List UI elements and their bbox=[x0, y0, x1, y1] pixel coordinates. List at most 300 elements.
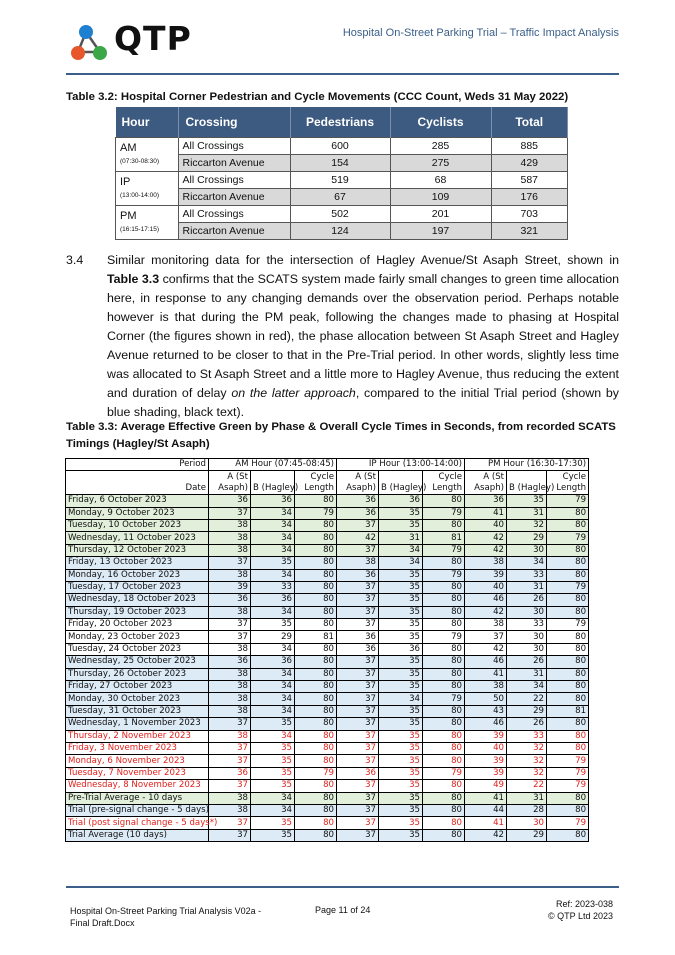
value-cell: 41 bbox=[465, 817, 507, 829]
value-cell: 34 bbox=[251, 532, 295, 544]
value-cell: 35 bbox=[379, 656, 423, 668]
table-row bbox=[66, 693, 589, 705]
date-cell: Friday, 27 October 2023 bbox=[66, 681, 209, 693]
table-row bbox=[66, 705, 589, 717]
value-cell: 36 bbox=[209, 656, 251, 668]
hour-cell bbox=[116, 172, 179, 206]
table-row bbox=[66, 594, 589, 606]
subheader-cycle: Cycle bbox=[547, 471, 589, 483]
value-cell: 80 bbox=[547, 519, 589, 531]
footer-copyright: © QTP Ltd 2023 bbox=[547, 911, 613, 921]
value-cell: 35 bbox=[379, 767, 423, 779]
value-cell: 80 bbox=[295, 594, 337, 606]
value-cell: 80 bbox=[547, 829, 589, 841]
table-row bbox=[116, 189, 568, 206]
value-cell: 35 bbox=[251, 557, 295, 569]
value-cell: 36 bbox=[209, 495, 251, 507]
document-title: Hospital On-Street Parking Trial – Traffic Impact Analysis bbox=[342, 27, 619, 39]
value-cell: 80 bbox=[295, 804, 337, 816]
pedestrians-cell: 502 bbox=[290, 206, 390, 223]
value-cell: 80 bbox=[295, 656, 337, 668]
value-cell: 38 bbox=[209, 792, 251, 804]
value-cell: 35 bbox=[251, 817, 295, 829]
table-row bbox=[66, 643, 589, 655]
subheader-cycle: Cycle bbox=[423, 471, 465, 483]
total-cell: 703 bbox=[491, 206, 568, 223]
value-cell: 34 bbox=[251, 544, 295, 556]
value-cell: 37 bbox=[337, 656, 379, 668]
table-header-row bbox=[116, 107, 568, 138]
value-cell: 80 bbox=[547, 668, 589, 680]
value-cell: 79 bbox=[547, 495, 589, 507]
value-cell: 38 bbox=[209, 705, 251, 717]
value-cell: 80 bbox=[423, 742, 465, 754]
value-cell: 35 bbox=[251, 829, 295, 841]
value-cell: 79 bbox=[423, 693, 465, 705]
value-cell: 37 bbox=[337, 817, 379, 829]
date-cell: Wednesday, 8 November 2023 bbox=[66, 780, 209, 792]
paragraph-number: 3.4 bbox=[66, 253, 84, 267]
subheader-b bbox=[379, 471, 423, 483]
value-cell: 50 bbox=[465, 693, 507, 705]
subheader-row bbox=[66, 471, 589, 483]
col-header-crossing: Crossing bbox=[178, 107, 290, 138]
value-cell: 33 bbox=[251, 581, 295, 593]
value-cell: 31 bbox=[507, 581, 547, 593]
value-cell: 37 bbox=[337, 718, 379, 730]
total-cell: 321 bbox=[491, 223, 568, 240]
value-cell: 32 bbox=[507, 755, 547, 767]
subheader-cycle: Cycle bbox=[295, 471, 337, 483]
period-ip: IP Hour (13:00-14:00) bbox=[337, 459, 465, 471]
value-cell: 36 bbox=[251, 594, 295, 606]
value-cell: 80 bbox=[295, 705, 337, 717]
value-cell: 33 bbox=[507, 730, 547, 742]
date-cell: Friday, 6 October 2023 bbox=[66, 495, 209, 507]
value-cell: 80 bbox=[295, 532, 337, 544]
value-cell: 37 bbox=[337, 792, 379, 804]
value-cell: 80 bbox=[547, 656, 589, 668]
value-cell: 36 bbox=[251, 656, 295, 668]
value-cell: 26 bbox=[507, 594, 547, 606]
value-cell: 35 bbox=[379, 730, 423, 742]
value-cell: 26 bbox=[507, 718, 547, 730]
value-cell: 80 bbox=[423, 718, 465, 730]
total-cell: 429 bbox=[491, 155, 568, 172]
value-cell: 31 bbox=[507, 507, 547, 519]
value-cell: 36 bbox=[337, 767, 379, 779]
value-cell: 36 bbox=[209, 767, 251, 779]
date-cell: Trial Average (10 days) bbox=[66, 829, 209, 841]
table-row bbox=[66, 742, 589, 754]
date-cell: Tuesday, 7 November 2023 bbox=[66, 767, 209, 779]
value-cell: 35 bbox=[251, 718, 295, 730]
value-cell: 35 bbox=[251, 619, 295, 631]
value-cell: 37 bbox=[337, 730, 379, 742]
value-cell: 29 bbox=[507, 705, 547, 717]
qtp-logo bbox=[70, 19, 210, 64]
value-cell: 35 bbox=[379, 606, 423, 618]
value-cell: 79 bbox=[423, 569, 465, 581]
value-cell: 39 bbox=[465, 730, 507, 742]
value-cell: 37 bbox=[337, 594, 379, 606]
value-cell: 35 bbox=[379, 829, 423, 841]
para-text-3: , compared to the initial Trial period (shown by blue shading, black text). bbox=[107, 386, 619, 419]
value-cell: 41 bbox=[465, 668, 507, 680]
value-cell: 30 bbox=[507, 606, 547, 618]
value-cell: 80 bbox=[423, 792, 465, 804]
value-cell: 39 bbox=[465, 569, 507, 581]
value-cell: 34 bbox=[251, 681, 295, 693]
value-cell: 37 bbox=[337, 581, 379, 593]
value-cell: 35 bbox=[251, 780, 295, 792]
value-cell: 80 bbox=[295, 730, 337, 742]
value-cell: 79 bbox=[295, 767, 337, 779]
subheader-a: Asaph) bbox=[209, 483, 251, 495]
table-row bbox=[116, 206, 568, 223]
value-cell: 79 bbox=[547, 532, 589, 544]
value-cell: 38 bbox=[209, 544, 251, 556]
value-cell: 80 bbox=[423, 681, 465, 693]
subheader-cycle: Length bbox=[547, 483, 589, 495]
date-cell: Tuesday, 10 October 2023 bbox=[66, 519, 209, 531]
subheader-b: B (Hagley) bbox=[507, 483, 547, 495]
table-3-3-body bbox=[66, 495, 589, 842]
value-cell: 37 bbox=[337, 519, 379, 531]
value-cell: 33 bbox=[507, 619, 547, 631]
value-cell: 38 bbox=[209, 693, 251, 705]
value-cell: 35 bbox=[379, 817, 423, 829]
value-cell: 34 bbox=[251, 705, 295, 717]
crossing-cell: Riccarton Avenue bbox=[178, 189, 290, 206]
value-cell: 36 bbox=[337, 507, 379, 519]
value-cell: 38 bbox=[465, 681, 507, 693]
value-cell: 79 bbox=[423, 544, 465, 556]
value-cell: 35 bbox=[251, 767, 295, 779]
value-cell: 37 bbox=[337, 755, 379, 767]
date-cell: Monday, 16 October 2023 bbox=[66, 569, 209, 581]
header-divider bbox=[66, 73, 619, 75]
value-cell: 37 bbox=[337, 742, 379, 754]
value-cell: 32 bbox=[507, 742, 547, 754]
page-header bbox=[0, 0, 675, 78]
date-cell: Friday, 20 October 2023 bbox=[66, 619, 209, 631]
table-row bbox=[66, 619, 589, 631]
value-cell: 30 bbox=[507, 643, 547, 655]
value-cell: 80 bbox=[547, 742, 589, 754]
cyclists-cell: 197 bbox=[390, 223, 491, 240]
value-cell: 35 bbox=[379, 581, 423, 593]
date-cell: Pre-Trial Average - 10 days bbox=[66, 792, 209, 804]
value-cell: 33 bbox=[507, 569, 547, 581]
value-cell: 29 bbox=[251, 631, 295, 643]
value-cell: 36 bbox=[251, 495, 295, 507]
date-label: Date bbox=[66, 483, 209, 495]
value-cell: 80 bbox=[295, 668, 337, 680]
table-row bbox=[116, 155, 568, 172]
date-cell: Tuesday, 31 October 2023 bbox=[66, 705, 209, 717]
value-cell: 26 bbox=[507, 656, 547, 668]
subheader-b bbox=[251, 471, 295, 483]
date-cell: Wednesday, 1 November 2023 bbox=[66, 718, 209, 730]
table-row bbox=[66, 569, 589, 581]
table-3-2-caption: Table 3.2: Hospital Corner Pedestrian and Cycle Movements (CCC Count, Weds 31 May 2022) bbox=[66, 91, 569, 103]
value-cell: 80 bbox=[423, 817, 465, 829]
subheader-b: B (Hagley) bbox=[379, 483, 423, 495]
period-label: Period bbox=[66, 459, 209, 471]
value-cell: 39 bbox=[209, 581, 251, 593]
cyclists-cell: 285 bbox=[390, 138, 491, 155]
value-cell: 37 bbox=[337, 829, 379, 841]
value-cell: 42 bbox=[465, 532, 507, 544]
value-cell: 80 bbox=[423, 755, 465, 767]
value-cell: 80 bbox=[423, 730, 465, 742]
value-cell: 31 bbox=[379, 532, 423, 544]
value-cell: 34 bbox=[507, 681, 547, 693]
value-cell: 37 bbox=[209, 829, 251, 841]
value-cell: 37 bbox=[209, 718, 251, 730]
subheader-a: A (St bbox=[465, 471, 507, 483]
value-cell: 34 bbox=[251, 569, 295, 581]
value-cell: 37 bbox=[209, 742, 251, 754]
value-cell: 37 bbox=[209, 817, 251, 829]
value-cell: 34 bbox=[507, 557, 547, 569]
table-row bbox=[116, 223, 568, 240]
value-cell: 35 bbox=[379, 594, 423, 606]
value-cell: 30 bbox=[507, 544, 547, 556]
date-cell: Thursday, 26 October 2023 bbox=[66, 668, 209, 680]
value-cell: 80 bbox=[295, 619, 337, 631]
value-cell: 35 bbox=[251, 742, 295, 754]
value-cell: 79 bbox=[295, 507, 337, 519]
para-emphasis: on the latter approach bbox=[231, 386, 356, 400]
value-cell: 40 bbox=[465, 581, 507, 593]
value-cell: 35 bbox=[379, 792, 423, 804]
subheader-a: Asaph) bbox=[337, 483, 379, 495]
value-cell: 80 bbox=[547, 606, 589, 618]
value-cell: 37 bbox=[465, 631, 507, 643]
value-cell: 80 bbox=[423, 619, 465, 631]
hour-label: IP bbox=[120, 175, 131, 188]
date-cell: Tuesday, 17 October 2023 bbox=[66, 581, 209, 593]
value-cell: 80 bbox=[295, 544, 337, 556]
table-reference: Table 3.3 bbox=[107, 272, 160, 286]
value-cell: 35 bbox=[379, 718, 423, 730]
value-cell: 35 bbox=[379, 619, 423, 631]
value-cell: 80 bbox=[547, 544, 589, 556]
table-row bbox=[66, 668, 589, 680]
value-cell: 80 bbox=[423, 594, 465, 606]
footer-filename-line2: Final Draft.Docx bbox=[70, 918, 135, 928]
crossing-cell: Riccarton Avenue bbox=[178, 223, 290, 240]
value-cell: 36 bbox=[337, 569, 379, 581]
subheader-cycle: Length bbox=[423, 483, 465, 495]
value-cell: 79 bbox=[547, 581, 589, 593]
value-cell: 80 bbox=[295, 780, 337, 792]
paragraph-text bbox=[107, 251, 619, 422]
value-cell: 80 bbox=[547, 594, 589, 606]
value-cell: 41 bbox=[465, 792, 507, 804]
value-cell: 80 bbox=[423, 557, 465, 569]
date-cell: Monday, 9 October 2023 bbox=[66, 507, 209, 519]
value-cell: 80 bbox=[423, 495, 465, 507]
crossing-cell: All Crossings bbox=[178, 138, 290, 155]
value-cell: 34 bbox=[379, 557, 423, 569]
value-cell: 80 bbox=[423, 643, 465, 655]
value-cell: 42 bbox=[465, 643, 507, 655]
value-cell: 35 bbox=[379, 668, 423, 680]
table-3-3 bbox=[65, 458, 589, 842]
value-cell: 46 bbox=[465, 594, 507, 606]
value-cell: 46 bbox=[465, 656, 507, 668]
value-cell: 80 bbox=[547, 804, 589, 816]
value-cell: 40 bbox=[465, 519, 507, 531]
value-cell: 37 bbox=[209, 755, 251, 767]
value-cell: 34 bbox=[251, 519, 295, 531]
value-cell: 34 bbox=[379, 544, 423, 556]
table-row bbox=[66, 829, 589, 841]
value-cell: 34 bbox=[251, 668, 295, 680]
value-cell: 42 bbox=[465, 544, 507, 556]
value-cell: 34 bbox=[251, 643, 295, 655]
crossing-cell: All Crossings bbox=[178, 172, 290, 189]
value-cell: 34 bbox=[251, 606, 295, 618]
value-cell: 80 bbox=[295, 718, 337, 730]
para-text-1: Similar monitoring data for the intersection of Hagley Avenue/St Asaph Street, shown in bbox=[107, 253, 619, 267]
table-row bbox=[66, 581, 589, 593]
value-cell: 80 bbox=[547, 631, 589, 643]
value-cell: 42 bbox=[465, 829, 507, 841]
hour-label: AM bbox=[120, 141, 137, 154]
value-cell: 38 bbox=[209, 681, 251, 693]
date-cell: Wednesday, 11 October 2023 bbox=[66, 532, 209, 544]
hour-time: (16:15-17:15) bbox=[120, 225, 160, 233]
value-cell: 38 bbox=[465, 619, 507, 631]
value-cell: 22 bbox=[507, 780, 547, 792]
value-cell: 79 bbox=[423, 631, 465, 643]
total-cell: 176 bbox=[491, 189, 568, 206]
value-cell: 30 bbox=[507, 817, 547, 829]
period-pm: PM Hour (16:30-17:30) bbox=[465, 459, 589, 471]
value-cell: 38 bbox=[209, 643, 251, 655]
date-cell: Wednesday, 25 October 2023 bbox=[66, 656, 209, 668]
value-cell: 80 bbox=[423, 668, 465, 680]
value-cell: 80 bbox=[295, 817, 337, 829]
value-cell: 37 bbox=[337, 780, 379, 792]
value-cell: 36 bbox=[209, 594, 251, 606]
value-cell: 80 bbox=[423, 581, 465, 593]
col-header-hour: Hour bbox=[116, 107, 179, 138]
hour-time: (13:00-14:00) bbox=[120, 191, 160, 199]
value-cell: 80 bbox=[295, 693, 337, 705]
value-cell: 80 bbox=[547, 507, 589, 519]
value-cell: 79 bbox=[423, 767, 465, 779]
value-cell: 80 bbox=[295, 557, 337, 569]
date-cell: Wednesday, 18 October 2023 bbox=[66, 594, 209, 606]
value-cell: 44 bbox=[465, 804, 507, 816]
col-header-cyclists: Cyclists bbox=[390, 107, 491, 138]
value-cell: 34 bbox=[251, 792, 295, 804]
table-row bbox=[116, 172, 568, 189]
subheader-b: B (Hagley) bbox=[251, 483, 295, 495]
value-cell: 37 bbox=[209, 780, 251, 792]
table-row bbox=[66, 631, 589, 643]
value-cell: 38 bbox=[209, 606, 251, 618]
value-cell: 37 bbox=[209, 507, 251, 519]
date-cell: Monday, 6 November 2023 bbox=[66, 755, 209, 767]
value-cell: 43 bbox=[465, 705, 507, 717]
table-3-3-caption: Table 3.3: Average Effective Green by Phase & Overall Cycle Times in Seconds, from recorded SCATS Timings (Hagley/St Asaph) bbox=[66, 421, 616, 450]
value-cell: 80 bbox=[295, 742, 337, 754]
date-cell: Friday, 13 October 2023 bbox=[66, 557, 209, 569]
value-cell: 80 bbox=[423, 519, 465, 531]
table-row bbox=[116, 138, 568, 155]
value-cell: 36 bbox=[337, 643, 379, 655]
date-cell: Tuesday, 24 October 2023 bbox=[66, 643, 209, 655]
hour-cell bbox=[116, 138, 179, 172]
value-cell: 35 bbox=[379, 507, 423, 519]
value-cell: 38 bbox=[209, 532, 251, 544]
logo-text: QTP bbox=[114, 19, 192, 58]
date-cell: Monday, 23 October 2023 bbox=[66, 631, 209, 643]
value-cell: 36 bbox=[337, 631, 379, 643]
cyclists-cell: 109 bbox=[390, 189, 491, 206]
value-cell: 80 bbox=[547, 569, 589, 581]
value-cell: 28 bbox=[507, 804, 547, 816]
date-cell: Thursday, 2 November 2023 bbox=[66, 730, 209, 742]
value-cell: 34 bbox=[379, 693, 423, 705]
value-cell: 80 bbox=[295, 643, 337, 655]
value-cell: 32 bbox=[507, 519, 547, 531]
value-cell: 35 bbox=[379, 681, 423, 693]
value-cell: 37 bbox=[337, 693, 379, 705]
crossing-cell: Riccarton Avenue bbox=[178, 155, 290, 172]
subheader-cycle: Length bbox=[295, 483, 337, 495]
pedestrians-cell: 67 bbox=[290, 189, 390, 206]
hour-cell bbox=[116, 206, 179, 240]
value-cell: 80 bbox=[423, 606, 465, 618]
value-cell: 79 bbox=[547, 780, 589, 792]
subheader-a: A (St bbox=[337, 471, 379, 483]
table-3-2 bbox=[115, 107, 568, 240]
footer-divider bbox=[66, 886, 619, 888]
pedestrians-cell: 519 bbox=[290, 172, 390, 189]
table-row bbox=[66, 718, 589, 730]
value-cell: 38 bbox=[209, 519, 251, 531]
value-cell: 34 bbox=[251, 507, 295, 519]
value-cell: 38 bbox=[465, 557, 507, 569]
table-row bbox=[66, 804, 589, 816]
table-row bbox=[66, 681, 589, 693]
value-cell: 38 bbox=[209, 804, 251, 816]
date-cell: Trial (post signal change - 5 days*) bbox=[66, 817, 209, 829]
value-cell: 36 bbox=[379, 495, 423, 507]
hour-time: (07:30-08:30) bbox=[120, 157, 160, 165]
value-cell: 31 bbox=[507, 668, 547, 680]
crossing-cell: All Crossings bbox=[178, 206, 290, 223]
value-cell: 37 bbox=[209, 631, 251, 643]
table-row bbox=[66, 656, 589, 668]
value-cell: 80 bbox=[547, 693, 589, 705]
date-cell: Friday, 3 November 2023 bbox=[66, 742, 209, 754]
value-cell: 80 bbox=[295, 829, 337, 841]
value-cell: 80 bbox=[547, 557, 589, 569]
date-cell: Thursday, 12 October 2023 bbox=[66, 544, 209, 556]
table-row bbox=[66, 730, 589, 742]
col-header-total: Total bbox=[491, 107, 568, 138]
value-cell: 81 bbox=[547, 705, 589, 717]
value-cell: 35 bbox=[379, 742, 423, 754]
